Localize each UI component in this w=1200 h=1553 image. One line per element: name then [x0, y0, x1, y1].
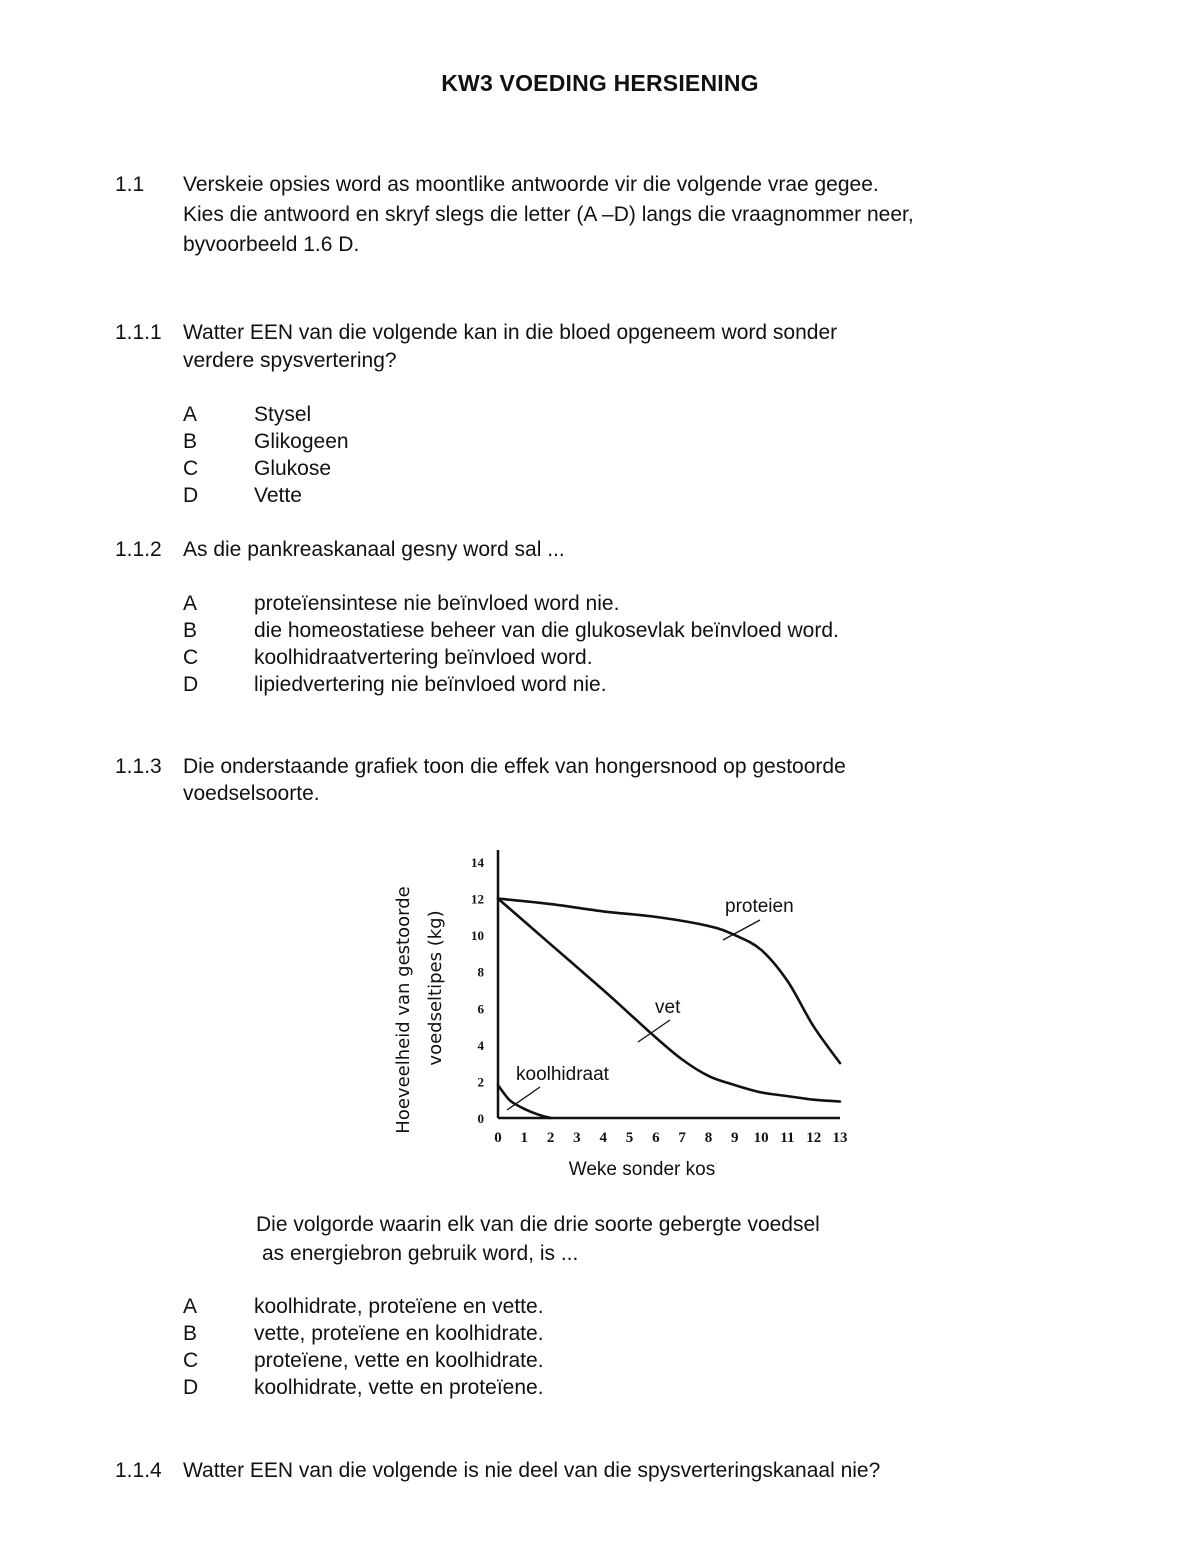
y-label-spellcheck-underline-1 [416, 919, 424, 1103]
q2-text-1: As die pankreaskanaal gesny word sal ... [183, 538, 565, 561]
x-tick-label-12: 12 [806, 1130, 822, 1146]
document-title: KW3 VOEDING HERSIENING [441, 70, 759, 96]
x-tick-label-2: 2 [546, 1130, 555, 1146]
q1-option-a-letter: A [183, 403, 198, 426]
q2-option-a-text: proteïensintese nie beïnvloed word nie. [254, 592, 620, 615]
q3-option-a-letter: A [183, 1295, 198, 1318]
y-axis-label-line-2: voedseltipes (kg) [425, 910, 446, 1066]
x-tick-label-4: 4 [599, 1130, 607, 1146]
x-tick-label-11: 11 [780, 1130, 795, 1146]
x-tick-label-7: 7 [678, 1130, 686, 1146]
q1-option-c-text: Glukose [254, 457, 332, 480]
y-tick-label-12: 12 [471, 891, 484, 907]
q2-option-b-letter: B [183, 619, 198, 642]
q3-option-d-text: koolhidrate, vette en proteïene. [254, 1376, 544, 1399]
x-tick-label-6: 6 [652, 1130, 660, 1146]
q3-option-c-text: proteïene, vette en koolhidrate. [254, 1349, 544, 1372]
q3-followup-2: as energiebron gebruik word, is ... [262, 1242, 579, 1265]
y-axis-label [393, 886, 446, 1133]
intro-text-3: byvoorbeeld 1.6 D. [183, 233, 360, 256]
series-label-koolhidraat: koolhidraat [516, 1064, 609, 1085]
q3-number: 1.1.3 [115, 755, 162, 778]
x-tick-label-13: 13 [832, 1130, 848, 1146]
y-tick-labels [471, 855, 485, 1126]
q3-option-c-letter: C [183, 1349, 199, 1372]
y-tick-label-10: 10 [471, 928, 484, 944]
q1-option-d-text: Vette [254, 484, 302, 507]
x-tick-label-9: 9 [731, 1130, 739, 1146]
q1-option-b-letter: B [183, 430, 198, 453]
q2-option-c-text: koolhidraatvertering beïnvloed word. [254, 646, 593, 669]
q1-option-c-letter: C [183, 457, 199, 480]
y-axis-label-line-1: Hoeveelheid van gestoorde [393, 886, 414, 1134]
y-tick-label-2: 2 [477, 1074, 484, 1090]
q2-option-c-letter: C [183, 646, 199, 669]
x-tick-label-10: 10 [753, 1130, 769, 1146]
q1-option-d-letter: D [183, 484, 199, 507]
x-tick-labels [494, 1130, 847, 1146]
series-label-proteien: proteien [725, 896, 794, 917]
q1-text-1: Watter EEN van die volgende kan in die bloed opgeneem word sonder [183, 321, 838, 344]
q3-option-b-text: vette, proteïene en koolhidrate. [254, 1322, 544, 1345]
q2-number: 1.1.2 [115, 538, 162, 561]
intro-text-1: Verskeie opsies word as moontlike antwoorde vir die volgende vrae gegee. [183, 173, 879, 196]
series-label-koolhidraat-pointer [507, 1087, 540, 1110]
starvation-chart [380, 840, 860, 1185]
q3-text-2: voedselsoorte. [183, 782, 320, 805]
q3-followup-1: Die volgorde waarin elk van die drie soorte gebergte voedsel [256, 1213, 820, 1236]
y-tick-label-6: 6 [477, 1001, 484, 1017]
intro-number: 1.1 [115, 173, 145, 196]
series-labels [507, 896, 794, 1110]
x-axis-label: Weke sonder kos [568, 1159, 716, 1180]
q1-number: 1.1.1 [115, 321, 162, 344]
intro-text-2: Kies die antwoord en skryf slegs die letter (A –D) langs die vraagnommer neer, [183, 203, 914, 226]
x-tick-label-5: 5 [625, 1130, 634, 1146]
q3-option-a-text: koolhidrate, proteïene en vette. [254, 1295, 544, 1318]
q1-option-b-text: Glikogeen [254, 430, 349, 453]
q3-option-d-letter: D [183, 1376, 199, 1399]
y-tick-label-0: 0 [477, 1111, 484, 1126]
series-line-koolhidraat [498, 1085, 551, 1118]
q1-option-a-text: Stysel [254, 403, 312, 426]
x-tick-label-8: 8 [704, 1130, 713, 1146]
series-line-proteien [498, 899, 840, 1064]
y-tick-label-14: 14 [471, 855, 484, 870]
q2-option-b-text: die homeostatiese beheer van die glukosevlak beïnvloed word. [254, 619, 839, 642]
q3-text-1: Die onderstaande grafiek toon die effek van hongersnood op gestoorde [183, 755, 846, 778]
x-tick-label-1: 1 [520, 1130, 529, 1146]
q4-number: 1.1.4 [115, 1459, 162, 1482]
q4-text-1: Watter EEN van die volgende is nie deel van die spysverteringskanaal nie? [183, 1459, 881, 1482]
q1-text-2: verdere spysvertering? [183, 349, 397, 372]
y-tick-label-4: 4 [477, 1037, 484, 1053]
q2-option-d-letter: D [183, 673, 199, 696]
q3-option-b-letter: B [183, 1322, 198, 1345]
q2-option-a-letter: A [183, 592, 198, 615]
series-label-vet-pointer [638, 1020, 670, 1042]
y-tick-label-8: 8 [477, 964, 484, 980]
q2-option-d-text: lipiedvertering nie beïnvloed word nie. [254, 673, 607, 696]
x-tick-label-0: 0 [494, 1130, 502, 1146]
x-tick-label-3: 3 [573, 1130, 581, 1146]
series-label-vet: vet [655, 997, 681, 1018]
